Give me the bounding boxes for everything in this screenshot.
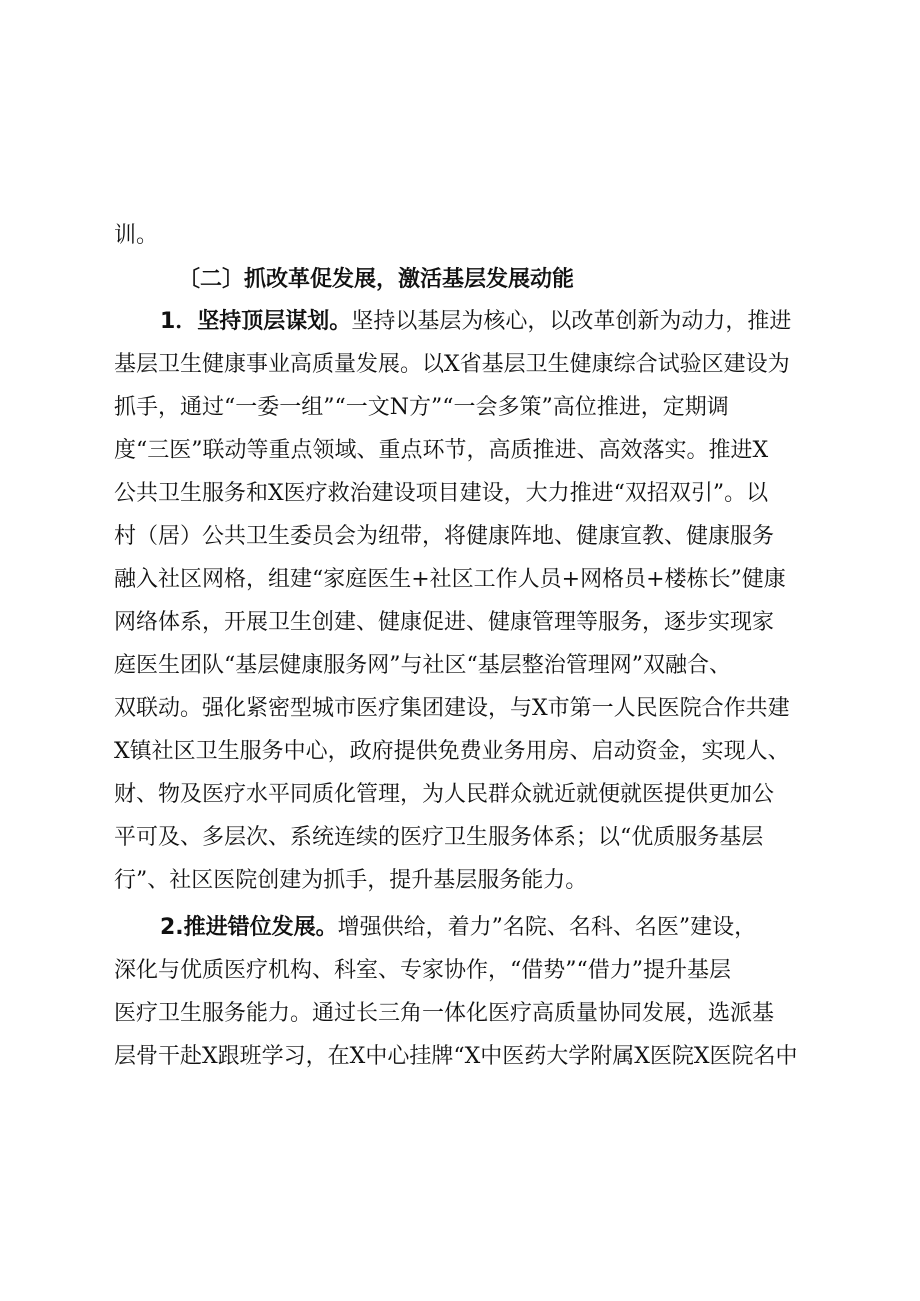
paragraph-2-line-2: 深化与优质医疗机构、科室、专家协作，“借势”“借力”提升基层	[114, 958, 731, 983]
paragraph-1-line-13: 平可及、多层次、系统连续的医疗卫生服务体系；以“优质服务基层	[114, 825, 764, 850]
section-heading: 〔二〕抓改革促发展，激活基层发展动能	[178, 267, 575, 292]
paragraph-1-line-10: 双联动。强化紧密型城市医疗集团建设，与X市第一人民医院合作共建	[114, 696, 790, 721]
paragraph-1-line-12: 财、物及医疗水平同质化管理，为人民群众就近就便就医提供更加公	[114, 782, 775, 807]
paragraph-2-line-1	[160, 913, 860, 943]
paragraph-1-line-7: 融入社区网格，组建“家庭医生+社区工作人员+网格员+楼栋长”健康	[114, 567, 786, 592]
paragraph-1-line-11: X镇社区卫生服务中心，政府提供免费业务用房、启动资金，实现人、	[114, 739, 790, 764]
paragraph-2-lead: 2.推进错位发展。	[160, 915, 338, 940]
paragraph-1-line-8: 网络体系，开展卫生创建、健康促进、健康管理等服务，逐步实现家	[114, 610, 775, 635]
paragraph-2-line-4: 层骨干赴X跟班学习，在X中心挂牌“X中医药大学附属X医院X医院名中	[114, 1044, 798, 1069]
paragraph-1-line-14: 行”、社区医院创建为抓手，提升基层服务能力。	[114, 868, 588, 893]
paragraph-1-line-3: 抓手，通过“一委一组”“一文N方”“一会多策”高位推进，定期调	[114, 395, 729, 420]
paragraph-1-lead: 1．坚持顶层谋划。	[160, 309, 352, 334]
paragraph-1-text: 坚持以基层为核心，以改革创新为动力，推进	[351, 309, 792, 334]
paragraph-1-line-5: 公共卫生服务和X医疗救治建设项目建设，大力推进“双招双引”。以	[114, 481, 769, 506]
paragraph-1-line-1	[160, 307, 860, 337]
paragraph-continuation: 训。	[114, 223, 159, 248]
paragraph-2-text: 增强供给，着力”名院、名科、名医”建设，	[337, 915, 757, 940]
paragraph-1-line-2: 基层卫生健康事业高质量发展。以X省基层卫生健康综合试验区建设为	[114, 352, 790, 377]
paragraph-1-line-4: 度“三医”联动等重点领域、重点环节，高质推进、高效落实。推进X	[114, 438, 769, 463]
paragraph-2-line-3: 医疗卫生服务能力。通过长三角一体化医疗高质量协同发展，选派基	[114, 1001, 775, 1026]
paragraph-1-line-9: 庭医生团队“基层健康服务网”与社区“基层整治管理网”双融合、	[114, 653, 731, 678]
paragraph-1-line-6: 村（居）公共卫生委员会为纽带，将健康阵地、健康宣教、健康服务	[114, 524, 775, 549]
